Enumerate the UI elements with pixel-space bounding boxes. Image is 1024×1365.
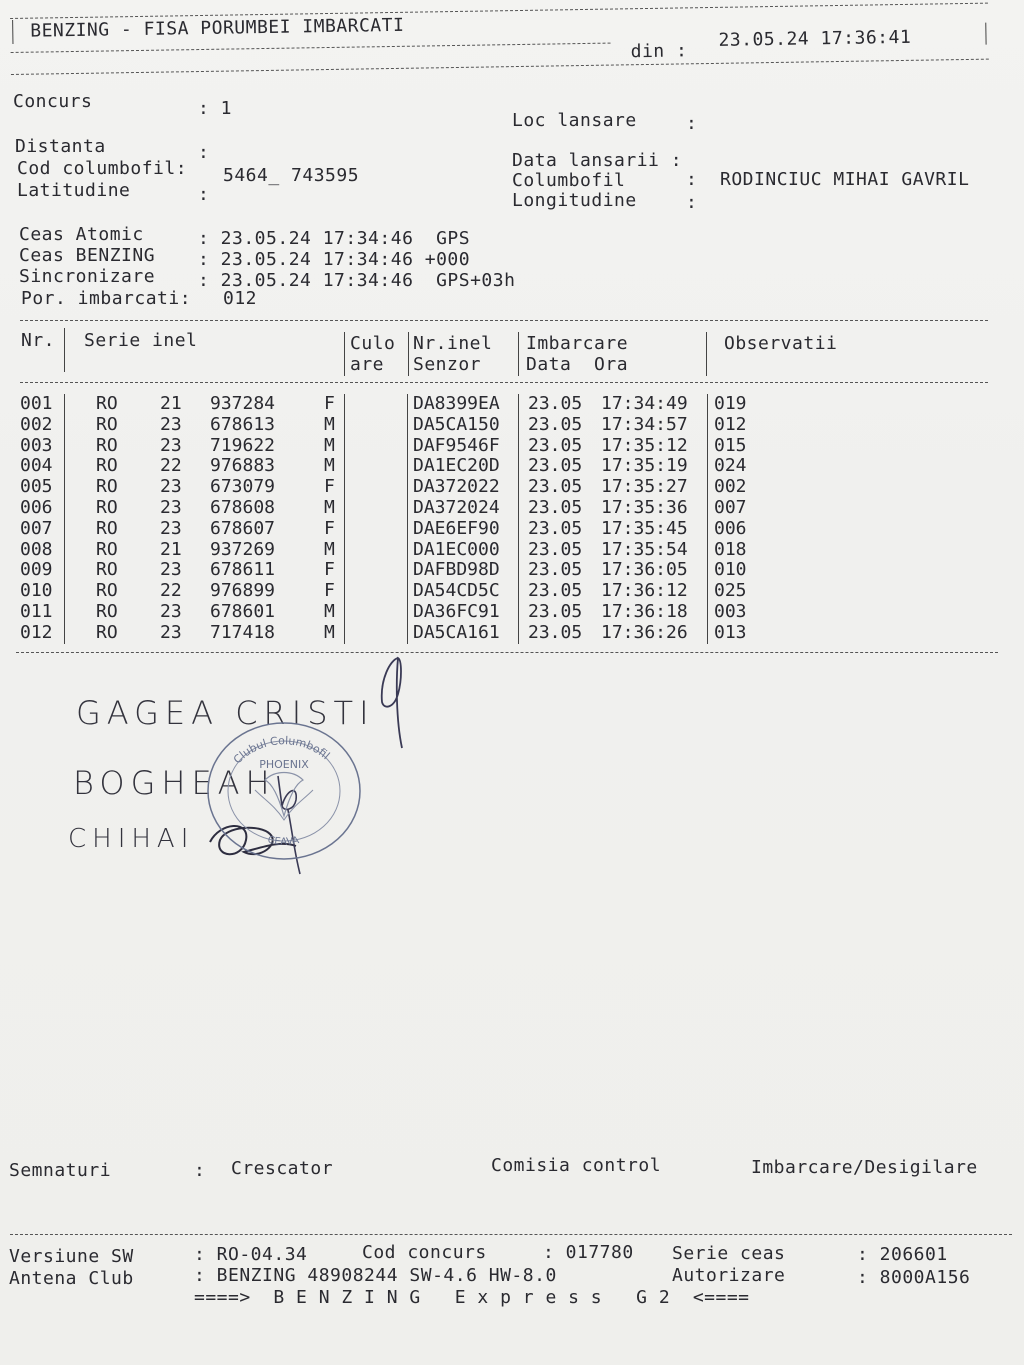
cell-ora: 17:35:12 <box>601 434 688 456</box>
cell-tara: RO <box>96 559 118 581</box>
cell-data: 23.05 <box>528 413 583 435</box>
cell-senzor: DA36FC91 <box>413 601 500 622</box>
cell-senzor: DA1EC20D <box>413 455 500 477</box>
cell-senzor: DA5CA150 <box>413 413 500 435</box>
cell-tara: RO <box>96 538 118 560</box>
cell-sex: M <box>324 601 335 622</box>
cell-senzor: DA8399EA <box>413 393 500 414</box>
row-divider <box>64 415 65 436</box>
concurs-label: Concurs <box>13 91 93 112</box>
cell-an: 22 <box>160 455 182 477</box>
cell-data: 23.05 <box>528 559 583 581</box>
row-divider <box>344 456 345 477</box>
row-divider <box>407 498 408 519</box>
row-divider <box>344 498 345 519</box>
row-divider <box>64 623 65 644</box>
cell-inel: 976883 <box>210 455 276 477</box>
cell-sex: F <box>324 476 335 498</box>
longitudine-value: : <box>686 192 698 213</box>
col-nrinel-header-2: Senzor <box>413 354 482 375</box>
header-din-label: din : <box>630 40 688 63</box>
col-divider-4 <box>518 332 519 376</box>
cell-an: 23 <box>160 434 182 456</box>
col-imbarcare-header-1: Imbarcare <box>526 333 629 354</box>
cell-obs: 025 <box>714 580 747 602</box>
cell-inel: 673079 <box>210 476 276 498</box>
cell-an: 21 <box>160 393 182 414</box>
antena-club-value: : BENZING 48908244 SW-4.6 HW-8.0 <box>194 1265 557 1286</box>
header-box <box>10 0 991 76</box>
cell-ora: 17:35:27 <box>601 476 688 498</box>
row-divider <box>64 560 65 581</box>
por-imbarcati-value: 012 <box>223 288 258 309</box>
row-divider <box>518 602 519 623</box>
autorizare-value: : 8000A156 <box>857 1267 971 1288</box>
row-divider <box>64 540 65 561</box>
crescator-label: Crescator <box>231 1158 334 1179</box>
cell-obs: 012 <box>714 413 747 435</box>
col-culoare-header-1: Culo <box>350 333 396 354</box>
row-divider <box>344 560 345 581</box>
cell-an: 23 <box>160 413 182 435</box>
cell-senzor: DAE6EF90 <box>413 517 500 539</box>
club-stamp <box>205 720 363 862</box>
header-left-bar <box>12 20 13 44</box>
row-divider <box>407 456 408 477</box>
cell-inel: 678608 <box>210 497 276 518</box>
table-row <box>20 477 990 498</box>
serie-ceas-value: : 206601 <box>857 1244 948 1265</box>
cell-obs: 003 <box>714 601 747 622</box>
row-divider <box>707 623 708 644</box>
cell-ora: 17:35:45 <box>601 517 688 539</box>
stamp-bottom-text: CEAVA <box>266 834 301 848</box>
table-row <box>20 519 990 540</box>
header-mid-rule <box>11 43 611 53</box>
row-divider <box>344 540 345 561</box>
row-divider <box>64 477 65 498</box>
row-divider <box>344 477 345 498</box>
cell-sex: F <box>324 517 335 539</box>
row-divider <box>707 436 708 457</box>
cell-obs: 010 <box>714 559 747 581</box>
cell-obs: 018 <box>714 538 747 560</box>
cell-data: 23.05 <box>528 497 583 518</box>
cell-tara: RO <box>96 393 118 414</box>
ceas-atomic-value: : 23.05.24 17:34:46 GPS <box>198 228 471 249</box>
row-divider <box>707 519 708 540</box>
cell-nr: 004 <box>20 455 53 477</box>
row-divider <box>344 623 345 644</box>
distanta-value: : <box>198 142 210 163</box>
row-divider <box>407 394 408 415</box>
ceas-benzing-value: : 23.05.24 17:34:46 +000 <box>198 249 471 270</box>
data-lansarii-label: Data lansarii : <box>512 150 683 171</box>
row-divider <box>344 519 345 540</box>
table-header-rule <box>20 382 988 383</box>
cell-sex: M <box>324 497 335 518</box>
header-bottom-rule <box>11 59 989 75</box>
cell-nr: 007 <box>20 517 53 539</box>
row-divider <box>518 540 519 561</box>
benzing-express-line: ====> B E N Z I N G E x p r e s s G 2 <==== <box>194 1287 750 1308</box>
cell-tara: RO <box>96 455 118 477</box>
cell-obs: 019 <box>714 393 747 414</box>
cell-obs: 007 <box>714 497 747 518</box>
row-divider <box>407 581 408 602</box>
semnaturi-colon: : <box>194 1160 206 1181</box>
row-divider <box>344 415 345 436</box>
sincronizare-value: : 23.05.24 17:34:46 GPS+03h <box>198 270 516 291</box>
cell-tara: RO <box>96 497 118 518</box>
cell-nr: 008 <box>20 538 53 560</box>
row-divider <box>518 394 519 415</box>
row-divider <box>518 623 519 644</box>
ceas-benzing-label: Ceas BENZING <box>19 245 156 266</box>
row-divider <box>707 581 708 602</box>
handwritten-name-2: BOGHEAH <box>73 764 276 802</box>
table-row <box>20 560 990 581</box>
antena-club-label: Antena Club <box>9 1268 134 1289</box>
table-row <box>20 415 990 436</box>
table-row <box>20 498 990 519</box>
semnaturi-label: Semnaturi <box>9 1160 112 1181</box>
cell-tara: RO <box>96 601 118 622</box>
row-divider <box>518 436 519 457</box>
row-divider <box>344 436 345 457</box>
cell-sex: M <box>324 621 335 643</box>
cell-senzor: DA372022 <box>413 476 500 498</box>
cell-data: 23.05 <box>528 393 583 414</box>
header-right-bar <box>985 23 986 45</box>
cell-senzor: DAFBD98D <box>413 559 500 581</box>
cell-an: 23 <box>160 517 182 539</box>
cell-inel: 678613 <box>210 413 276 435</box>
cell-an: 23 <box>160 621 182 643</box>
cod-columbofil-label: Cod columbofil: <box>17 158 188 179</box>
cell-obs: 002 <box>714 476 747 498</box>
ceas-atomic-label: Ceas Atomic <box>19 224 144 245</box>
cell-ora: 17:35:36 <box>601 497 688 518</box>
table-top-rule <box>20 320 988 321</box>
col-divider-1 <box>64 328 65 372</box>
autorizare-label: Autorizare <box>672 1265 786 1286</box>
stamp-top-text: Clubul Columbofil <box>230 734 333 767</box>
cell-ora: 17:35:54 <box>601 538 688 560</box>
row-divider <box>707 456 708 477</box>
cell-nr: 011 <box>20 601 53 622</box>
cell-senzor: DA1EC000 <box>413 538 500 560</box>
versiune-sw-value: : RO-04.34 <box>194 1244 308 1265</box>
cell-sex: F <box>324 559 335 581</box>
col-nrinel-header-1: Nr.inel <box>413 333 493 354</box>
row-divider <box>518 477 519 498</box>
row-divider <box>707 602 708 623</box>
row-divider <box>344 602 345 623</box>
cell-nr: 010 <box>20 580 53 602</box>
cell-an: 21 <box>160 538 182 560</box>
latitudine-label: Latitudine <box>17 180 131 201</box>
row-divider <box>407 623 408 644</box>
cell-data: 23.05 <box>528 455 583 477</box>
cell-data: 23.05 <box>528 538 583 560</box>
cell-sex: M <box>324 413 335 435</box>
row-divider <box>518 498 519 519</box>
col-divider-2 <box>344 332 345 376</box>
cell-sex: M <box>324 434 335 456</box>
row-divider <box>64 436 65 457</box>
cell-nr: 003 <box>20 434 53 456</box>
sincronizare-label: Sincronizare <box>19 266 156 287</box>
cell-data: 23.05 <box>528 621 583 643</box>
columbofil-label: Columbofil <box>512 170 626 191</box>
cell-an: 23 <box>160 601 182 622</box>
row-divider <box>707 540 708 561</box>
row-divider <box>518 415 519 436</box>
cell-inel: 678607 <box>210 517 276 539</box>
row-divider <box>407 602 408 623</box>
handwritten-name-1: GAGEA CRISTI <box>76 694 375 732</box>
cell-ora: 17:36:05 <box>601 559 688 581</box>
cell-tara: RO <box>96 580 118 602</box>
cell-obs: 015 <box>714 434 747 456</box>
cell-obs: 024 <box>714 455 747 477</box>
concurs-value: : 1 <box>198 98 233 119</box>
cell-inel: 976899 <box>210 580 276 602</box>
row-divider <box>707 560 708 581</box>
cell-tara: RO <box>96 413 118 435</box>
row-divider <box>64 581 65 602</box>
imbarcare-desigilare-label: Imbarcare/Desigilare <box>751 1157 978 1178</box>
cell-inel: 719622 <box>210 434 276 456</box>
row-divider <box>518 560 519 581</box>
cell-ora: 17:34:57 <box>601 413 688 435</box>
header-title: BENZING - FISA PORUMBEI IMBARCATI <box>30 14 405 42</box>
cell-senzor: DA372024 <box>413 497 500 518</box>
cell-sex: M <box>324 455 335 477</box>
cell-an: 22 <box>160 580 182 602</box>
columbofil-value: : RODINCIUC MIHAI GAVRIL <box>686 169 970 190</box>
cell-obs: 006 <box>714 517 747 539</box>
footer-top-rule <box>10 1234 1012 1235</box>
cell-an: 23 <box>160 497 182 518</box>
cell-an: 23 <box>160 476 182 498</box>
col-nr-header: Nr. <box>21 330 56 351</box>
cell-tara: RO <box>96 476 118 498</box>
stamp-center-text: PHOENIX <box>259 758 309 771</box>
distanta-label: Distanta <box>15 136 106 157</box>
comisia-control-label: Comisia control <box>491 1155 662 1176</box>
table-bottom-rule <box>16 652 998 653</box>
versiune-sw-label: Versiune SW <box>9 1246 134 1267</box>
signature-mark-1 <box>368 650 418 760</box>
cell-data: 23.05 <box>528 517 583 539</box>
cod-columbofil-value: 5464_ 743595 <box>223 165 360 186</box>
cell-nr: 006 <box>20 497 53 518</box>
col-divider-5 <box>706 332 707 376</box>
cell-data: 23.05 <box>528 580 583 602</box>
cell-nr: 012 <box>20 621 53 643</box>
row-divider <box>64 394 65 415</box>
row-divider <box>518 581 519 602</box>
cell-nr: 009 <box>20 559 53 581</box>
table-row <box>20 623 990 644</box>
cell-an: 23 <box>160 559 182 581</box>
row-divider <box>407 415 408 436</box>
cell-data: 23.05 <box>528 434 583 456</box>
row-divider <box>407 519 408 540</box>
cell-inel: 717418 <box>210 621 276 643</box>
row-divider <box>707 477 708 498</box>
cod-concurs-label: Cod concurs <box>362 1242 487 1263</box>
table-row <box>20 436 990 457</box>
cell-sex: F <box>324 580 335 602</box>
cell-sex: F <box>324 393 335 414</box>
cod-concurs-value: : 017780 <box>543 1242 634 1263</box>
row-divider <box>64 498 65 519</box>
loc-lansare-label: Loc lansare <box>512 110 637 131</box>
col-serie-header: Serie inel <box>84 330 198 351</box>
table-row <box>20 602 990 623</box>
loc-lansare-value: : <box>686 113 698 134</box>
latitudine-value: : <box>198 184 210 205</box>
serie-ceas-label: Serie ceas <box>672 1243 786 1264</box>
table-row <box>20 394 990 415</box>
cell-tara: RO <box>96 621 118 643</box>
cell-obs: 013 <box>714 621 747 643</box>
cell-ora: 17:35:19 <box>601 455 688 477</box>
cell-sex: M <box>324 538 335 560</box>
cell-inel: 678601 <box>210 601 276 622</box>
table-row <box>20 581 990 602</box>
row-divider <box>64 519 65 540</box>
longitudine-label: Longitudine <box>512 190 637 211</box>
cell-data: 23.05 <box>528 476 583 498</box>
row-divider <box>518 519 519 540</box>
row-divider <box>707 394 708 415</box>
row-divider <box>344 581 345 602</box>
handwritten-name-3: CHIHAI <box>68 824 195 854</box>
cell-inel: 937284 <box>210 393 276 414</box>
row-divider <box>407 560 408 581</box>
cell-ora: 17:36:26 <box>601 621 688 643</box>
cell-tara: RO <box>96 517 118 539</box>
row-divider <box>518 456 519 477</box>
header-din-value: 23.05.24 17:36:41 <box>718 26 912 51</box>
cell-nr: 005 <box>20 476 53 498</box>
cell-inel: 937269 <box>210 538 276 560</box>
cell-tara: RO <box>96 434 118 456</box>
col-culoare-header-2: are <box>350 354 385 375</box>
row-divider <box>64 602 65 623</box>
cell-senzor: DA54CD5C <box>413 580 500 602</box>
cell-ora: 17:34:49 <box>601 393 688 414</box>
header-top-rule <box>10 3 988 19</box>
cell-ora: 17:36:18 <box>601 601 688 622</box>
row-divider <box>707 415 708 436</box>
cell-senzor: DA5CA161 <box>413 621 500 643</box>
cell-senzor: DAF9546F <box>413 434 500 456</box>
por-imbarcati-label: Por. imbarcati: <box>21 288 192 309</box>
row-divider <box>707 498 708 519</box>
cell-inel: 678611 <box>210 559 276 581</box>
cell-nr: 001 <box>20 393 53 414</box>
col-divider-3 <box>408 332 409 376</box>
table-row <box>20 540 990 561</box>
row-divider <box>407 540 408 561</box>
cell-data: 23.05 <box>528 601 583 622</box>
col-imbarcare-header-2: Data Ora <box>526 354 629 375</box>
cell-ora: 17:36:12 <box>601 580 688 602</box>
row-divider <box>407 477 408 498</box>
cell-nr: 002 <box>20 413 53 435</box>
table-row <box>20 456 990 477</box>
row-divider <box>64 456 65 477</box>
row-divider <box>344 394 345 415</box>
row-divider <box>407 436 408 457</box>
col-observatii-header: Observatii <box>724 333 838 354</box>
